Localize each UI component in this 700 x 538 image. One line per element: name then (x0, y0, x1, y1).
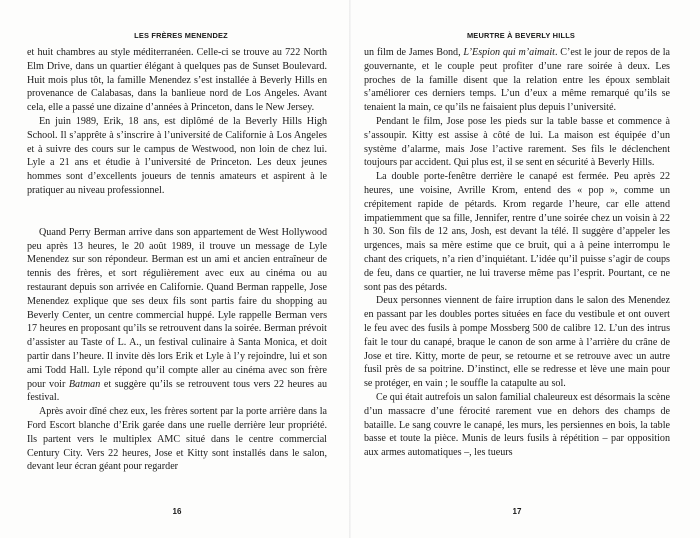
left-page-text (27, 46, 327, 474)
page-number-right: 17 (512, 507, 522, 516)
right-page (350, 0, 700, 538)
paragraph (27, 226, 327, 405)
running-head-left: LES FRÈRES MENENDEZ (134, 31, 228, 40)
paragraph: La double porte-fenêtre derrière le canapé est fermée. Peu après 22 heures, une voisine, Avrille Krom, entend des « pop », comme un crépitement rapide de pétards. Krom regarde l’heure, car elle attend impatiemment que sa fille, Jennifer, rentre d’une soirée chez un voisin à 22 h 30. Son fils de 12 ans, Josh, est devant la télé. Il suggère d’appeler les urgences, mais sa mère estime que ce bruit, qui a à peine interrompu le chant des criquets, n’a rien d’inquiétant. L’idée qu’il puisse s’agir de coups de feu, dans ce quartier, ne lui traverse même pas l’esprit. Pourtant, ce ne sont pas des pétards. (364, 171, 670, 293)
paragraph-text: Quand Perry Berman arrive dans son appartement de West Hollywood peu après 13 heures, le 20 août 1989, il trouve un message de Lyle Menendez sur son répondeur. Berman est un ami et ancien entraîneur de tennis des frères, et sort régulièrement avec eux au cinéma ou au restaurant depuis son arrivée en Californie. Quand Berman rappelle, Jose Menendez explique que ses deux fils sont partis faire du shopping au Beverly Center, un centre commercial huppé. Lyle rappelle Berman vers 17 heures en proposant qu’ils se retrouvent dans la soirée. Berman prévoit d’assister au Taste of L. A., un festival culinaire à Santa Monica, et doit partir dans l’heure. Il invite dès lors Erik et Lyle à l’y rejoindre, lui et son ami Todd Hall. Lyle répond qu’il compte aller au cinéma avec son frère pour voir (27, 226, 327, 390)
film-title: L’Espion qui m’aimait (463, 47, 555, 58)
paragraph: Ce qui était autrefois un salon familial chaleureux est désormais la scène d’un massacre d’une férocité rarement vue en dehors des champs de bataille. Le sang couvre le canapé, les murs, les persiennes en bois, la table basse et toute la pièce. Munis de leurs fusils à répétition – par opposition aux armes automatiques –, les tueurs (364, 391, 670, 459)
paragraph (364, 46, 670, 115)
paragraph-text: un film de James Bond, (364, 47, 464, 58)
right-page-text (364, 46, 670, 460)
paragraph-text: . C’est le jour de repos de la gouvernante, et le couple peut profiter d’une rare soirée à deux. Les proches de la famille disent que la relation entre les époux semblait s’améliorer ces derniers temps. L’un d’eux a même remarqué qu’ils se tenaient la main, ce qu’ils ne faisaient plus depuis l’université. (364, 47, 671, 114)
paragraph-text: et suggère qu’ils se retrouvent tous vers 22 heures au festival. (27, 378, 327, 404)
film-title: Batman (68, 378, 101, 390)
running-head-right: MEURTRE À BEVERLY HILLS (466, 31, 576, 40)
paragraph: En juin 1989, Erik, 18 ans, est diplômé de la Beverly Hills High School. Il s’apprête à s’inscrire à l’université de Californie à Los Angeles et à suivre des cours sur le campus de Westwood, non loin de chez lui. Lyle a 21 ans et étudie à l’université de Princeton. Les deux jeunes hommes sont d’excellents joueurs de tennis amateurs et aspirent à le pratiquer au niveau professionnel. (27, 115, 327, 196)
page-number-left: 16 (172, 507, 182, 516)
paragraph: et huit chambres au style méditerranéen. Celle-ci se trouve au 722 North Elm Drive, dans un quartier élégant à quelques pas de Sunset Boulevard. Huit mois plus tôt, la famille Menendez s’est installée à Beverly Hills en provenance de Calabasas, dans la banlieue nord de Los Angeles. Avant cela, elle a passé une dizaine d’années à Princeton, dans le New Jersey. (27, 47, 327, 114)
paragraph: Après avoir dîné chez eux, les frères sortent par la porte arrière dans la Ford Escort blanche d’Erik garée dans une ruelle derrière leur propriété. Ils partent vers le multiplex AMC situé dans le centre commercial Century City. Vers 22 heures, Jose et Kitty sont installés dans le salon, devant leur écran géant pour regarder (27, 406, 327, 473)
paragraph: Deux personnes viennent de faire irruption dans le salon des Menendez en passant par les doubles portes situées en face du vestibule et ont ouvert le feu avec des fusils à pompe Mossberg 500 de calibre 12. L’un des intrus fait le tour du canapé, braque le canon de son arme à l’arrière du crâne de Jose et tire. Kitty, morte de peur, se retourne et se retrouve avec un autre fusil près de sa poitrine. D’instinct, elle se redresse et lève une main pour se protéger, en vain ; le souffle la catapulte au sol. (364, 295, 670, 390)
paragraph: Pendant le film, Jose pose les pieds sur la table basse et commence à s’assoupir. Kitty est assise à côté de lui. La maison est équipée d’un système d’alarme, mais Jose l’active rarement. Ses fils le déclenchent toujours par accident. Qui plus est, il se sent en sécurité à Beverly Hills. (364, 115, 670, 169)
